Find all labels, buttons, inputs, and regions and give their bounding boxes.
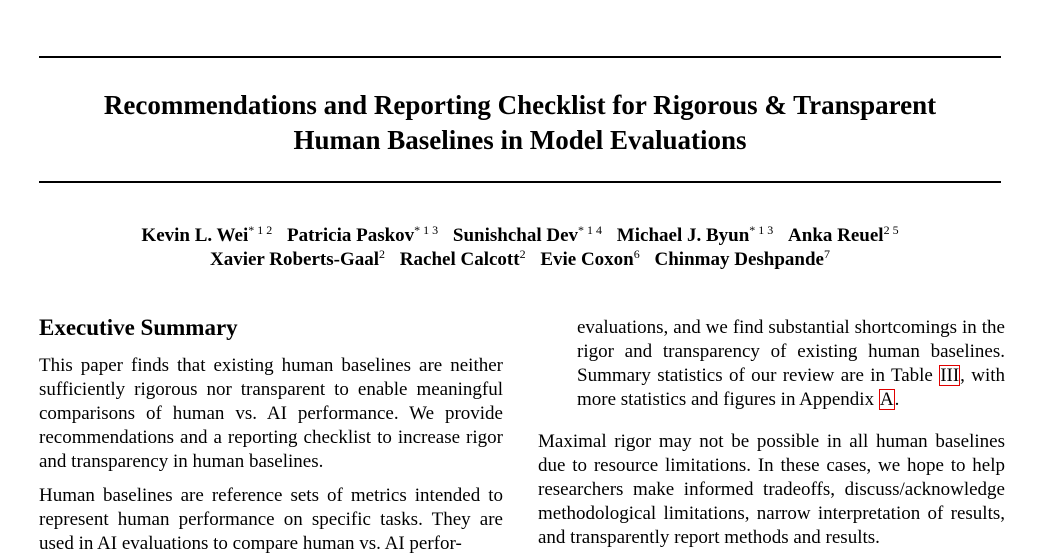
author-affiliation: * 1 3 [749, 223, 774, 237]
right-column [538, 316, 1005, 550]
table-reference-link[interactable]: III [940, 365, 960, 386]
author-affiliation: 6 [633, 247, 640, 261]
author: Evie Coxon$^6$ [540, 247, 640, 270]
paragraph: This paper finds that existing human baselines are neither sufficiently rigorous nor transparent to enable meaningful comparisons of human vs. AI performance. We provide recommendations and a reporting checklist to increase rigor and transparency in human baselines. [39, 355, 503, 472]
paper-title [39, 88, 1001, 158]
author-line-1 [39, 224, 1001, 248]
author: Anka Reuel$^{2 5}$ [788, 223, 899, 246]
author-line-2 [39, 248, 1001, 272]
author-affiliation: 2 5 [883, 223, 899, 237]
title-line-1: Recommendations and Reporting Checklist for Rigorous & Transparent [103, 90, 937, 120]
author: Sunishchal Dev$^{* 1 4}$ [452, 223, 603, 246]
top-rule [39, 56, 1001, 58]
title-line-2: Human Baselines in Model Evaluations [293, 125, 747, 155]
author-affiliation: 7 [823, 247, 830, 261]
author-affiliation: * 1 2 [248, 223, 273, 237]
section-heading-executive-summary: Executive Summary [39, 315, 238, 340]
paragraph: Human baselines are reference sets of metrics intended to represent human performance on specific tasks. They are used in AI evaluations to compare human vs. AI perfor- [39, 485, 503, 554]
paragraph: evaluations, and we find substantial shortcomings in the rigor and transparency of existing human baselines. Summary statistics of our review are in Table III, with more statistics and figures in Appendix A. [577, 317, 1006, 410]
author: Xavier Roberts-Gaal$^2$ [210, 247, 386, 270]
bottom-rule [39, 181, 1001, 183]
author-affiliation: * 1 3 [414, 223, 439, 237]
left-column [39, 314, 503, 556]
paragraph: Maximal rigor may not be possible in all human baselines due to resource limitations. In these cases, we hope to help researchers make informed tradeoffs, discuss/acknowledge methodological limitations, narrow interpretation of results, and transparently report methods and results. [538, 431, 1005, 548]
author-list [39, 224, 1001, 272]
appendix-reference-link[interactable]: A [879, 389, 894, 410]
author-affiliation: 2 [519, 247, 526, 261]
author: Patricia Paskov$^{* 1 3}$ [286, 223, 439, 246]
author-affiliation: 2 [379, 247, 386, 261]
author: Michael J. Byun$^{* 1 3}$ [616, 223, 774, 246]
author: Rachel Calcott$^2$ [399, 247, 526, 270]
author: Chinmay Deshpande$^7$ [654, 247, 830, 270]
author: Kevin L. Wei$^{* 1 2}$ [141, 223, 273, 246]
author-affiliation: * 1 4 [578, 223, 603, 237]
